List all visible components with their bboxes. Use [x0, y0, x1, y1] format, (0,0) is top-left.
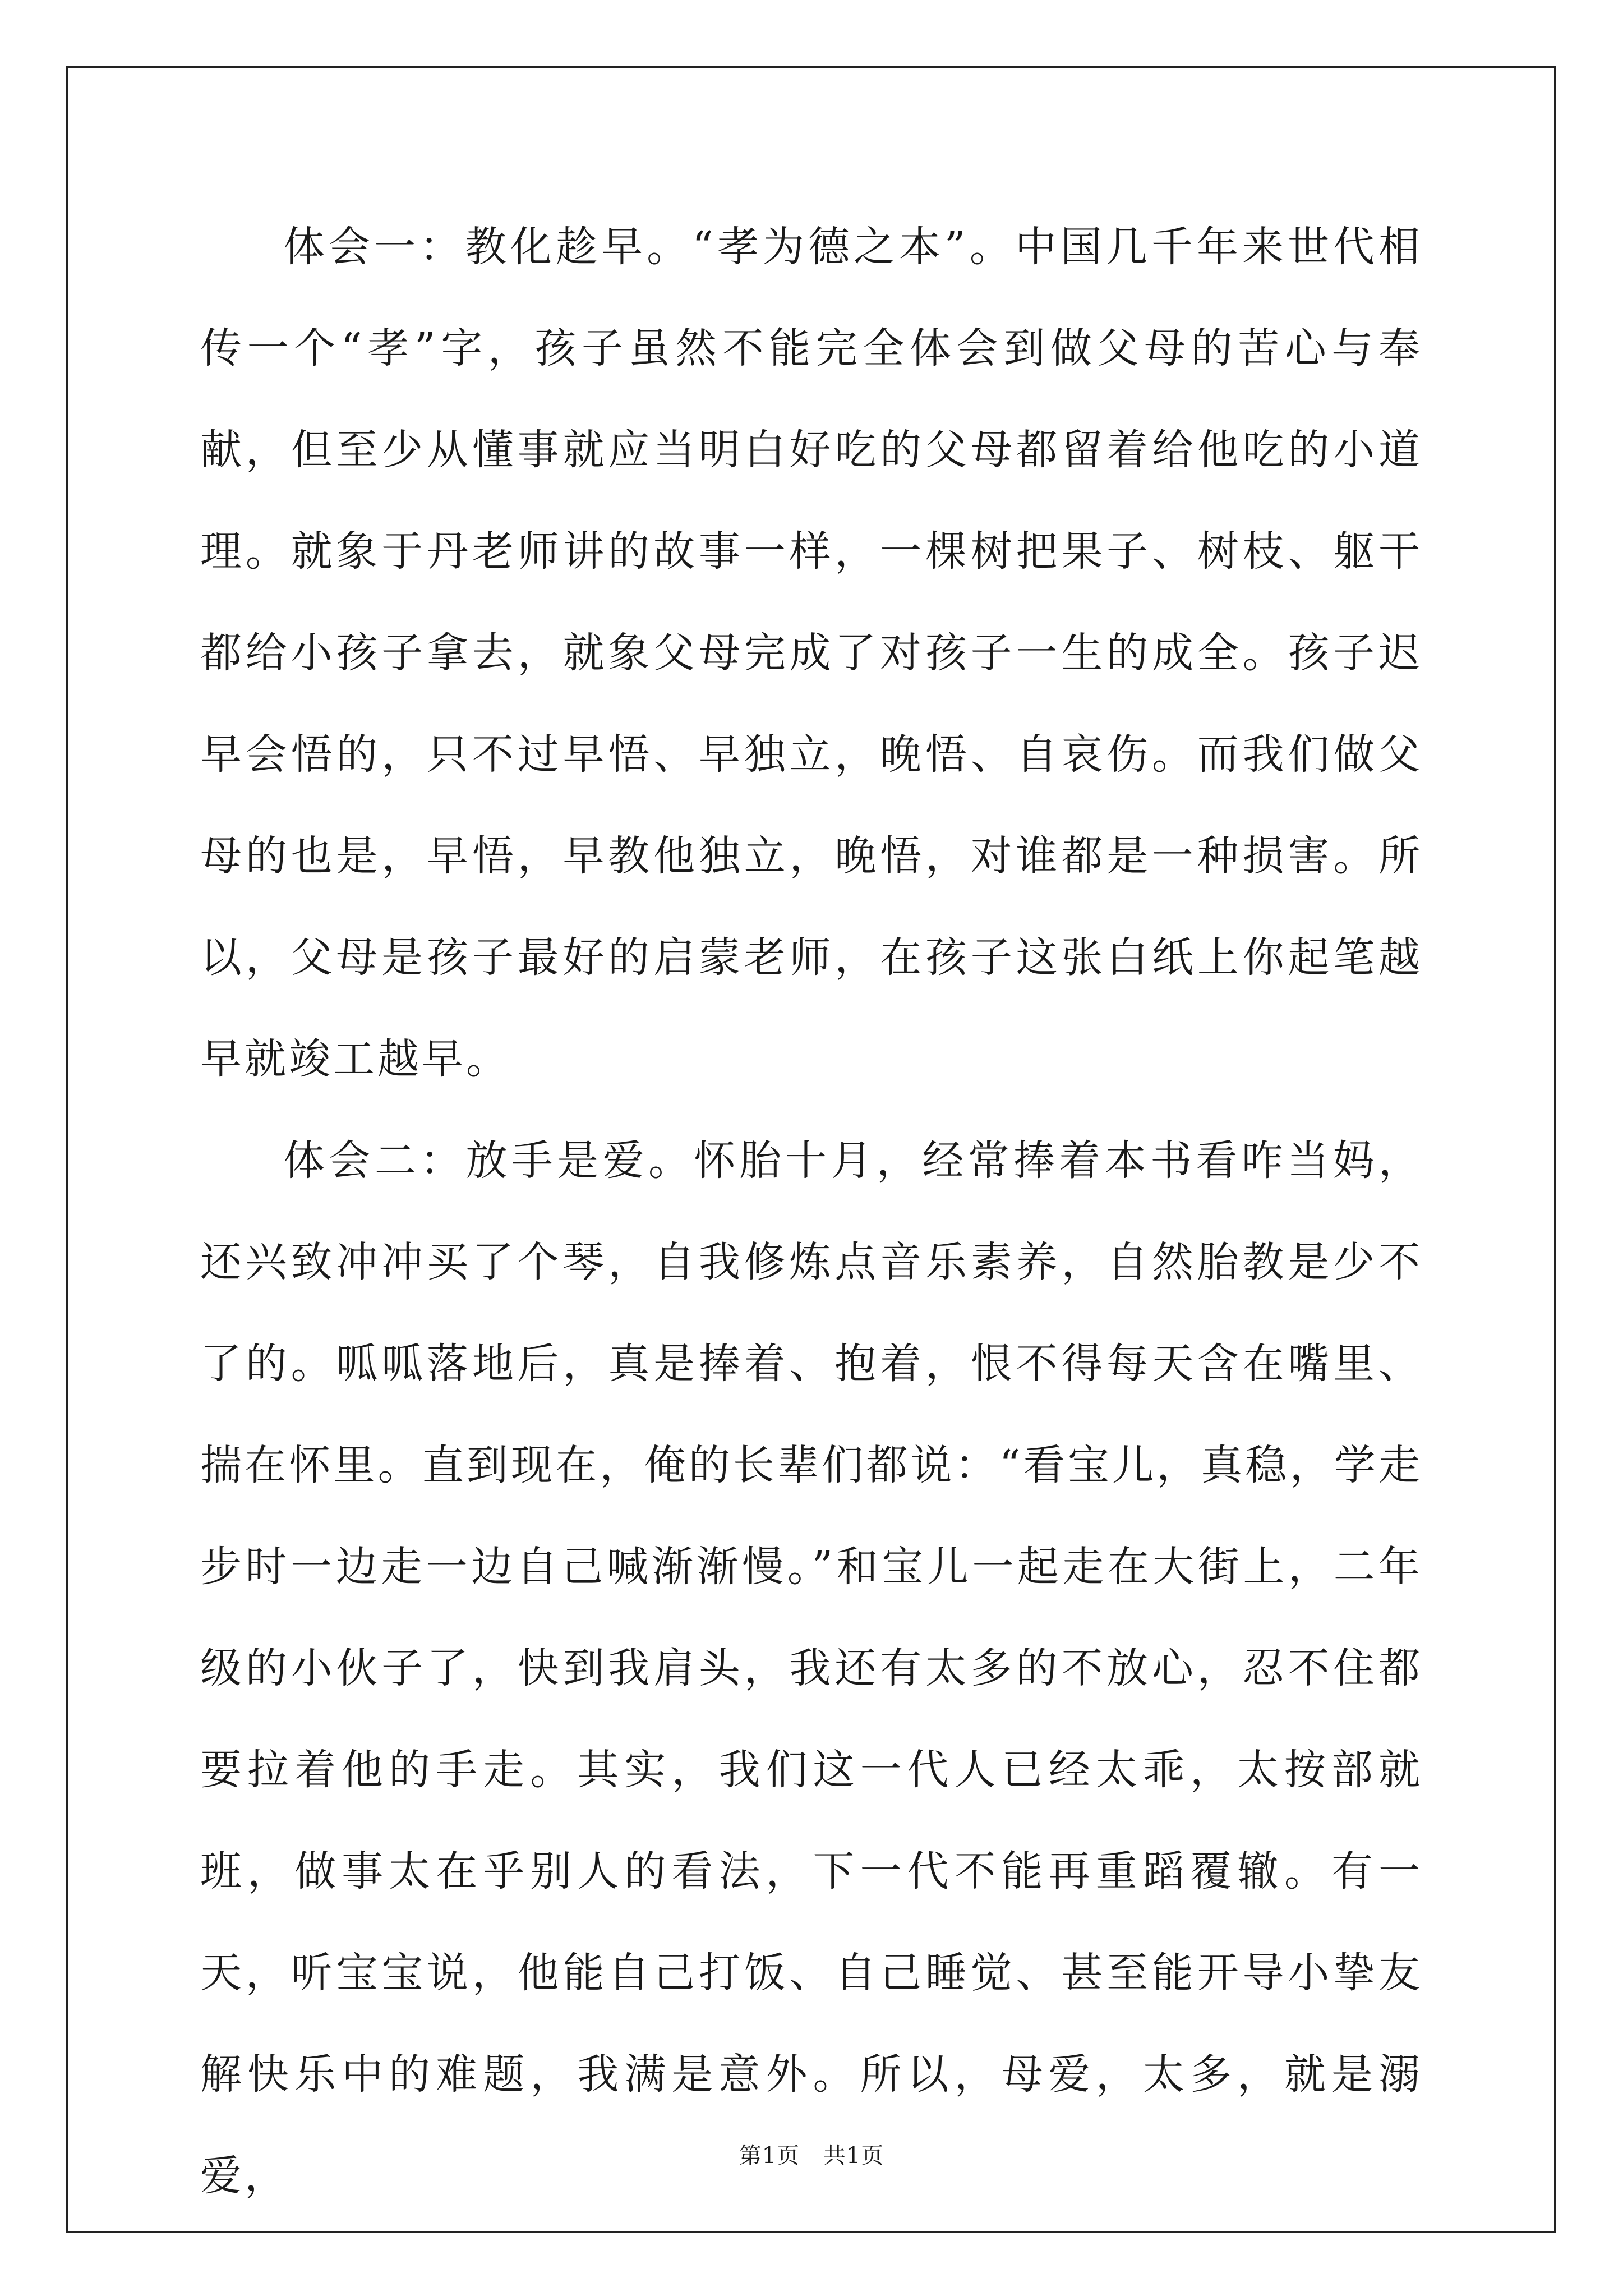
page-number-current: 第1页: [739, 2143, 800, 2169]
page-footer: [0, 2142, 1623, 2170]
document-body: [200, 196, 1423, 2227]
page-number-total: 共1页: [823, 2143, 884, 2169]
paragraph-1: 体会一：教化趁早。“孝为德之本”。中国几千年来世代相传一个“孝”字，孩子虽然不能完全体会到做父母的苦心与奉献，但至少从懂事就应当明白好吃的父母都留着给他吃的小道理。就象于丹老师讲的故事一样，一棵树把果子、树枝、躯干都给小孩子拿去，就象父母完成了对孩子一生的成全。孩子迟早会悟的，只不过早悟、早独立，晚悟、自哀伤。而我们做父母的也是，早悟，早教他独立，晚悟，对谁都是一种损害。所以，父母是孩子最好的启蒙老师，在孩子这张白纸上你起笔越早就竣工越早。: [200, 223, 1423, 1083]
paragraph-2: 体会二：放手是爱。怀胎十月，经常捧着本书看咋当妈，还兴致冲冲买了个琴，自我修炼点音乐素养，自然胎教是少不了的。呱呱落地后，真是捧着、抱着，恨不得每天含在嘴里、揣在怀里。直到现在，俺的长辈们都说：“看宝儿，真稳，学走步时一边走一边自己喊渐渐慢。”和宝儿一起走在大街上，二年级的小伙子了，快到我肩头，我还有太多的不放心，忍不住都要拉着他的手走。其实，我们这一代人已经太乖，太按部就班，做事太在乎别人的看法，下一代不能再重蹈覆辙。有一天，听宝宝说，他能自己打饭、自己睡觉、甚至能开导小挚友解快乐中的难题，我满是意外。所以，母爱，太多，就是溺爱，: [200, 1137, 1423, 2200]
